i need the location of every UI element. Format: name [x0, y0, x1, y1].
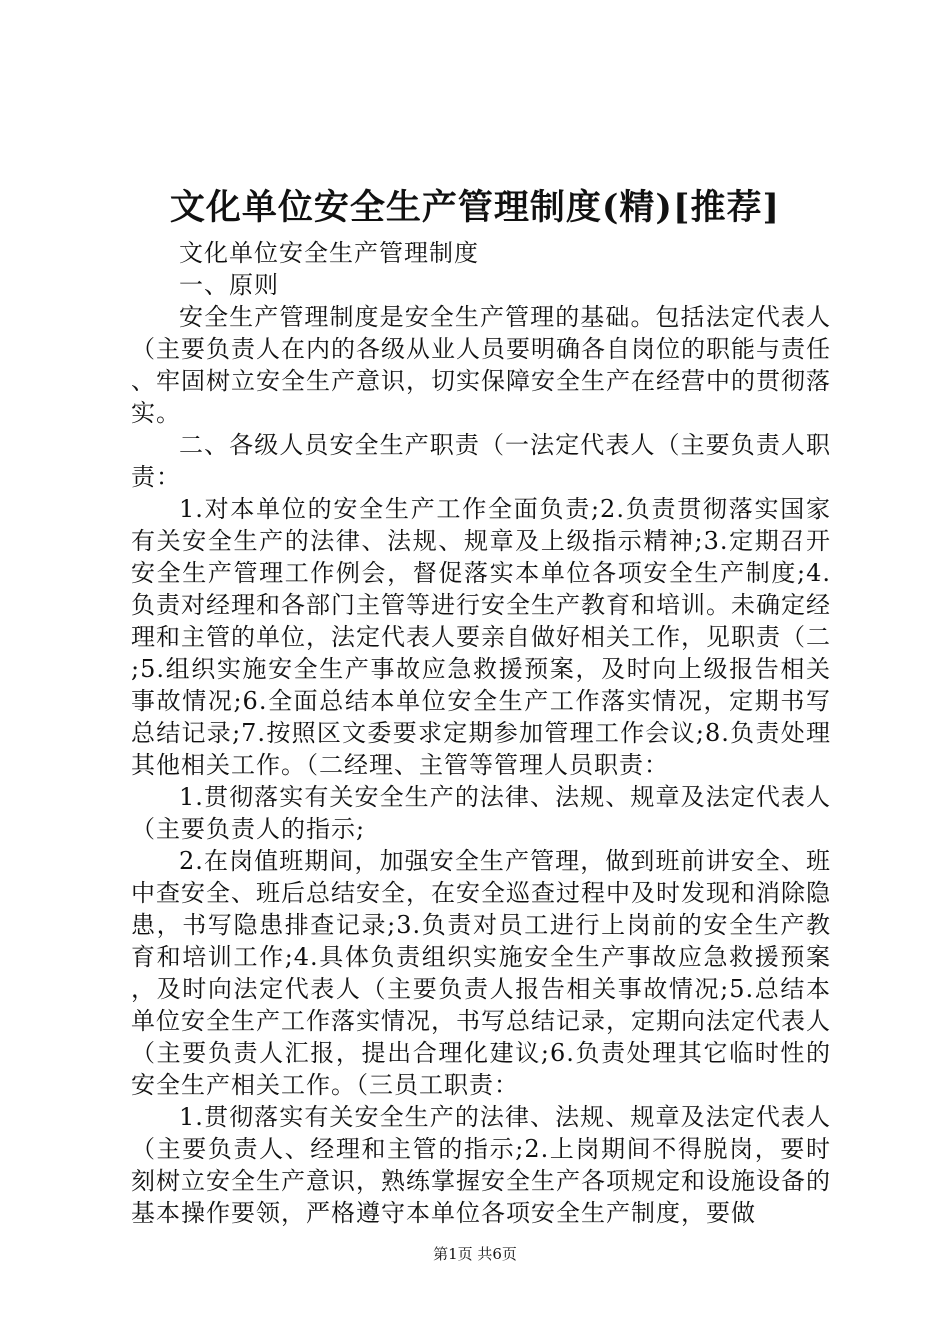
paragraph-section-1-heading: 一、原则 — [179, 271, 279, 299]
paragraph: 1.贯彻落实有关安全生产的法律、法规、规章及法定代表人（主要负责人、经理和主管的指示;2.上岗期间不得脱岗，要时刻树立安全生产意识，熟练掌握安全生产各项规定和设施设备的基本操作要领，严格遵守本单位各项安全生产制度，要做 — [131, 1103, 831, 1227]
paragraph: 1.贯彻落实有关安全生产的法律、法规、规章及法定代表人（主要负责人的指示; — [131, 783, 831, 843]
paragraph: 2.在岗值班期间，加强安全生产管理，做到班前讲安全、班中查安全、班后总结安全，在安全巡查过程中及时发现和消除隐患，书写隐患排查记录;3.负责对员工进行上岗前的安全生产教育和培训工作;4.具体负责组织实施安全生产事故应急救援预案，及时向法定代表人（主要负责人报告相关事故情况;5.总结本单位安全生产工作落实情况，书写总结记录，定期向法定代表人（主要负责人汇报，提出合理化建议;6.负责处理其它临时性的安全生产相关工作。（三员工职责： — [131, 847, 831, 1099]
page-footer: 第1页 共6页 — [433, 1245, 517, 1263]
paragraph: 1.对本单位的安全生产工作全面负责;2.负责贯彻落实国家有关安全生产的法律、法规、规章及上级指示精神;3.定期召开安全生产管理工作例会，督促落实本单位各项安全生产制度;4.负责对经理和各部门主管等进行安全生产教育和培训。未确定经理和主管的单位，法定代表人要亲自做好相关工作，见职责（二;5.组织实施安全生产事故应急救援预案，及时向上级报告相关事故情况;6.全面总结本单位安全生产工作落实情况，定期书写总结记录;7.按照区文委要求定期参加管理工作会议;8.负责处理其他相关工作。（二经理、主管等管理人员职责： — [131, 495, 831, 779]
paragraph-subtitle: 文化单位安全生产管理制度 — [179, 239, 479, 267]
document-title: 文化单位安全生产管理制度(精)[推荐] — [169, 187, 781, 228]
paragraph: 安全生产管理制度是安全生产管理的基础。包括法定代表人（主要负责人在内的各级从业人员要明确各自岗位的职能与责任、牢固树立安全生产意识，切实保障安全生产在经营中的贯彻落实。 — [131, 303, 831, 427]
document-body — [131, 237, 831, 1229]
paragraph-section-2-heading: 二、各级人员安全生产职责（一法定代表人（主要负责人职责： — [131, 431, 831, 491]
